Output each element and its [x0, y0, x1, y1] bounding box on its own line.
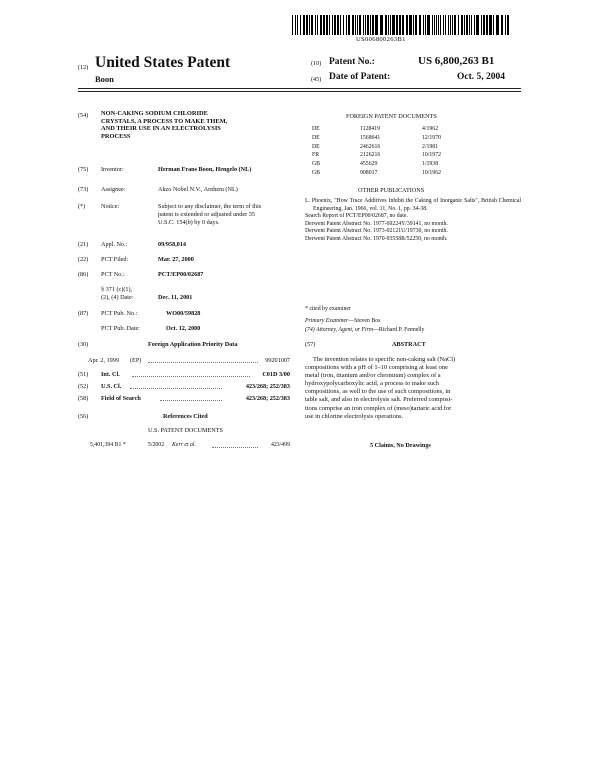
barcode-bar [315, 15, 316, 35]
other-pub-item: Derwent Patent Abstract No. 1970-93558R/52250, no month. [305, 235, 448, 242]
pub-value: WO00/59828 [166, 310, 201, 317]
barcode-bar [332, 15, 333, 35]
foreign-doc-country: DE [312, 134, 320, 141]
field-search-label: Field of Search [101, 395, 141, 402]
s371-label-1: § 371 (c)(1), [101, 286, 133, 293]
other-pubs-heading: OTHER PUBLICATIONS [358, 187, 425, 194]
refs-code: (56) [78, 413, 89, 420]
barcode-bar [454, 15, 456, 35]
appl-code: (21) [78, 241, 89, 248]
notice-label: Notice: [101, 203, 120, 210]
barcode-bar [359, 15, 361, 35]
barcode-bar [396, 15, 398, 35]
foreign-docs-heading: FOREIGN PATENT DOCUMENTS [346, 113, 437, 120]
other-pub-item: L. Phoenix, "How Trace Additives Inhibit the Caking of Inorganic Salts", British Chemical Engineering, Jan. 1966, vol. 11, No. 1, pp. 34-38. [305, 198, 521, 212]
barcode-bar [432, 15, 433, 35]
barcode-bar [427, 15, 430, 35]
abstract-heading: ABSTRACT [392, 341, 426, 348]
barcode-bar [445, 15, 446, 35]
barcode-bar [385, 15, 387, 35]
foreign-doc-number: 908017 [360, 170, 378, 176]
us-docs-heading: U.S. PATENT DOCUMENTS [148, 427, 223, 434]
barcode-bar [355, 15, 356, 35]
barcode-bar [372, 15, 374, 35]
foreign-priority-code: (30) [78, 341, 89, 348]
foreign-doc-date: 4/1962 [422, 126, 439, 132]
foreign-priority-heading: Foreign Application Priority Data [148, 341, 238, 348]
barcode-bar [423, 15, 424, 35]
us-cl-leader [130, 388, 222, 389]
foreign-doc-country: DE [312, 143, 320, 150]
abstract-code: (57) [305, 341, 316, 348]
foreign-doc-number: 1128419 [360, 126, 381, 132]
barcode-bar [367, 15, 369, 35]
patent-title-header: United States Patent [95, 54, 231, 71]
header-divider-bottom [78, 91, 521, 92]
notice-code: (*) [78, 203, 86, 210]
header-divider-top [78, 88, 521, 89]
refs-heading: References Cited [163, 413, 208, 420]
barcode-bar [438, 15, 439, 35]
barcode-bar [320, 15, 322, 35]
foreign-doc-country: DE [312, 126, 320, 132]
barcode-bar [413, 15, 414, 35]
barcode-bar [329, 15, 330, 35]
barcode-bar [365, 15, 366, 35]
int-cl-value: C01D 3/00 [262, 371, 290, 378]
barcode-bar [458, 15, 459, 35]
pct-filed-value: Mar. 27, 2000 [158, 256, 194, 263]
barcode-bar [357, 15, 358, 35]
examiner-label: Primary Examiner [305, 318, 349, 324]
examiner-name: Steven Bos [354, 318, 381, 324]
cited-note: * cited by examiner [305, 306, 351, 312]
foreign-doc-country: GB [312, 161, 321, 168]
barcode-bar [507, 15, 509, 35]
foreign-doc-number: 455629 [360, 161, 378, 168]
foreign-doc-country: GB [312, 170, 321, 176]
barcode-bar [295, 15, 296, 35]
barcode-bar [496, 15, 499, 35]
barcode-bar [436, 15, 437, 35]
barcode-bar [464, 15, 465, 35]
barcode-bar [392, 15, 395, 35]
other-pubs-list [305, 198, 521, 244]
attorney-line: (74) Attorney, Agent, or Firm—Richard P. Fennelly [305, 327, 425, 333]
kind-code: (12) [78, 64, 89, 71]
barcode-bar [340, 15, 341, 35]
foreign-doc-date: 2/1981 [422, 143, 439, 150]
patent-no-label: Patent No.: [329, 57, 375, 67]
inventor-short: Boon [95, 74, 114, 84]
barcode-bar [334, 15, 336, 35]
barcode-bar [440, 15, 441, 35]
barcode-bar [348, 15, 350, 35]
notice-text: Subject to any disclaimer, the term of this patent is extended or adjusted under 35 U.S.C. 154(b) by 0 days. [158, 203, 262, 226]
field-search-value: 423/268; 252/383 [245, 395, 290, 402]
claims-summary: 5 Claims, No Drawings [370, 442, 431, 449]
barcode-bar [425, 15, 426, 35]
barcode-bar [402, 15, 404, 35]
barcode-bar [399, 15, 401, 35]
barcode [292, 15, 510, 35]
pct-no-label: PCT No.: [101, 271, 125, 278]
appl-label: Appl. No.: [101, 241, 128, 248]
field-search-leader [160, 400, 222, 401]
barcode-bar [306, 15, 308, 35]
patent-no-code: (10) [311, 60, 322, 67]
attorney-name: Richard P. Fennelly [378, 327, 425, 333]
inventor-value: Herman Frans Boon, Hengelo (NL) [158, 166, 252, 173]
barcode-bar [450, 15, 451, 35]
barcode-bar [469, 15, 470, 35]
s371-label-2: (2), (4) Date: [101, 294, 134, 301]
pub-date-label: PCT Pub. Date: [101, 325, 140, 332]
int-cl-code: (51) [78, 371, 89, 378]
attorney-label: (74) Attorney, Agent, or Firm [305, 327, 374, 333]
barcode-bar [505, 15, 506, 35]
barcode-bar [375, 15, 378, 35]
inventor-code: (75) [78, 166, 89, 173]
barcode-bar [476, 15, 479, 35]
foreign-doc-date: 10/1972 [422, 152, 442, 159]
barcode-bar [390, 15, 391, 35]
barcode-bar [343, 15, 344, 35]
assignee-value: Akzo Nobel N.V., Arnhem (NL) [158, 186, 238, 193]
foreign-doc-date: 1/1938 [422, 161, 439, 168]
field-search-code: (58) [78, 395, 89, 402]
barcode-bar [326, 15, 328, 35]
barcode-bar [443, 15, 444, 35]
us-cl-code: (52) [78, 383, 89, 390]
pub-date-value: Oct. 12, 2000 [166, 325, 201, 332]
assignee-label: Assignee: [101, 186, 126, 193]
barcode-bar [481, 15, 482, 35]
patent-date: Oct. 5, 2004 [457, 72, 506, 82]
patent-number: US 6,800,263 B1 [418, 55, 495, 67]
barcode-bar [311, 15, 313, 35]
abstract-text: The invention relates to specific non-caking salt (NaCl) compositions with a pH of 1–10 comprising at least one metal (iron, titanium and/or chromium) complex of a hydroxypolycarboxylic acid, a process to make such compositions, as well to the use of such compositions, in table salt, and also in electrolysis salt. Preferred composi- tions comprise an iron complex of (meso)tartaric acid for use in chlorine electrolysis operations. [305, 356, 456, 420]
other-pub-item: Search Report of PCT/EP00/02687, no date. [305, 213, 408, 220]
other-pub-item: Derwent Patent Abstract No. 1973-02121U/19730, no month. [305, 228, 448, 235]
barcode-bar [434, 15, 435, 35]
pub-label: PCT Pub. No.: [101, 310, 138, 317]
barcode-bar [409, 15, 412, 35]
barcode-bar [466, 15, 468, 35]
assignee-code: (73) [78, 186, 89, 193]
barcode-bar [300, 15, 301, 35]
barcode-bar [297, 15, 298, 35]
barcode-bar [346, 15, 347, 35]
barcode-number: US006800263B1 [356, 36, 406, 43]
barcode-bar [370, 15, 371, 35]
pub-code: (87) [78, 310, 89, 317]
appl-value: 09/958,014 [158, 241, 187, 248]
barcode-bar [406, 15, 408, 35]
foreign-doc-date: 12/1970 [422, 134, 442, 141]
barcode-bar [309, 15, 310, 35]
examiner-line: Primary Examiner—Steven Bos [305, 318, 381, 324]
int-cl-leader [132, 376, 250, 377]
pct-filed-label: PCT Filed: [101, 256, 129, 263]
barcode-bar [474, 15, 475, 35]
other-pub-item: Derwent Patent Abstract No. 1977-69224Y/39141, no month. [305, 220, 448, 227]
date-code: (45) [311, 76, 322, 83]
foreign-doc-number: 2462616 [360, 143, 381, 150]
pct-filed-code: (22) [78, 256, 89, 263]
barcode-bar [486, 15, 488, 35]
barcode-bar [489, 15, 492, 35]
invention-title: NON-CAKING SODIUM CHLORIDE CRYSTALS, A PROCESS TO MAKE THEM, AND THEIR USE IN AN ELECTROLYSIS PROCESS [101, 110, 228, 140]
barcode-bar [380, 15, 383, 35]
int-cl-label: Int. Cl. [101, 371, 120, 378]
us-cl-value: 423/268; 252/383 [245, 383, 290, 390]
barcode-bar [303, 15, 305, 35]
pct-no-code: (86) [78, 271, 89, 278]
barcode-bar [388, 15, 389, 35]
barcode-bar [415, 15, 417, 35]
inventor-label: Inventor: [101, 166, 124, 173]
barcode-bar [448, 15, 449, 35]
barcode-bar [419, 15, 421, 35]
us-doc-row: 5,401,394 B1 * 5/2002 Kerr et al. 423/499 [90, 442, 290, 448]
barcode-bar [471, 15, 472, 35]
foreign-priority-row: Apr. 2, 1999 (EP) 99201007 [88, 357, 290, 364]
title-code: (54) [78, 112, 89, 119]
pct-no-value: PCT/EP00/02687 [158, 271, 204, 278]
barcode-bar [363, 15, 364, 35]
foreign-doc-date: 10/1962 [422, 170, 442, 176]
barcode-bar [317, 15, 318, 35]
barcode-bar [292, 15, 293, 35]
barcode-bar [452, 15, 453, 35]
barcode-bar [323, 15, 325, 35]
s371-date: Dec. 11, 2001 [158, 294, 193, 301]
foreign-doc-country: FR [312, 152, 320, 159]
barcode-bar [461, 15, 463, 35]
barcode-bar [352, 15, 354, 35]
date-label: Date of Patent: [329, 72, 391, 82]
foreign-doc-number: 2126216 [360, 152, 381, 159]
barcode-bar [501, 15, 503, 35]
barcode-bar [493, 15, 494, 35]
us-cl-label: U.S. Cl. [101, 383, 122, 390]
foreign-doc-number: 1568641 [360, 134, 381, 141]
barcode-bar [337, 15, 339, 35]
barcode-bar [483, 15, 485, 35]
